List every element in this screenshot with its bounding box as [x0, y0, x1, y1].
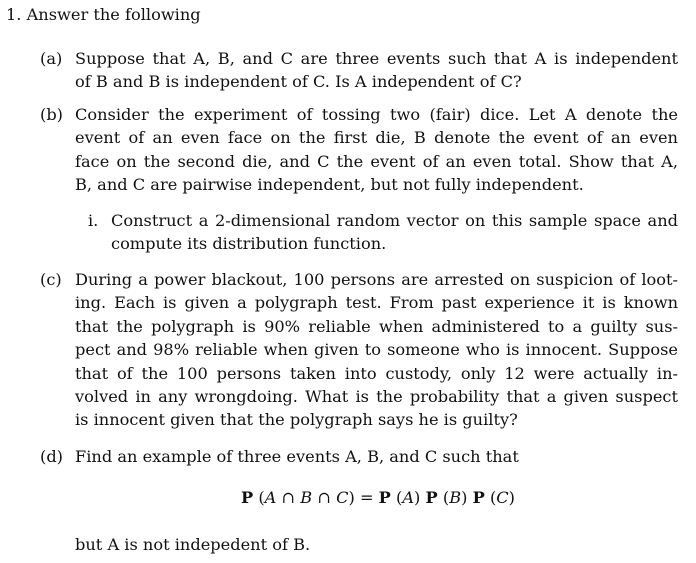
part-c-line: ing. Each is given a polygraph test. From past experience it is known [75, 293, 678, 313]
part-c-line: that the polygraph is 90% reliable when administered to a guilty sus- [75, 316, 678, 336]
part-a-line: Suppose that A, B, and C are three events such that A is independent [75, 49, 678, 68]
part-d-text [75, 445, 678, 468]
part-c [40, 268, 678, 432]
part-c-line: volved in any wrongdoing. What is the probability that a given suspect [75, 387, 678, 407]
display-equation [0, 486, 696, 509]
part-c-line: is innocent given that the polygraph says he is guilty? [75, 410, 518, 430]
part-c-label: (c) [40, 270, 62, 289]
part-b [40, 103, 678, 197]
part-d-label: (d) [40, 447, 63, 466]
part-a [40, 47, 678, 94]
part-d-line: Find an example of three events A, B, and C such that [75, 447, 519, 466]
question-heading: 1. Answer the following [6, 5, 201, 24]
part-d-closing-text: but A is not indepedent of B. [75, 535, 311, 554]
equation-rhs: P (A) P (B) P (C) [378, 488, 515, 507]
part-b-line: B, and C are pairwise independent, but not fully independent. [75, 175, 584, 195]
part-b-line: event of an even face on the first die, B denote the event of an even [75, 128, 678, 148]
part-c-line: pect and 98% reliable when given to someone who is innocent. Suppose [75, 340, 678, 360]
subpart-i-line: compute its distribution function. [111, 234, 387, 254]
part-b-label: (b) [40, 105, 63, 124]
part-a-line: of B and B is independent of C. Is A independent of C? [75, 72, 522, 92]
part-c-line: During a power blackout, 100 persons are arrested on suspicion of loot- [75, 270, 678, 289]
part-b-subpart-i [88, 209, 678, 256]
part-b-line: face on the second die, and C the event of an even total. Show that A, [75, 151, 678, 171]
part-c-text [75, 268, 678, 432]
part-b-line: Consider the experiment of tossing two (fair) dice. Let A denote the [75, 105, 678, 124]
part-b-text [75, 103, 678, 197]
equation-equals: = [359, 488, 374, 507]
subpart-i-text [111, 209, 678, 256]
part-a-label: (a) [40, 49, 63, 68]
subpart-i-label: i. [88, 211, 99, 230]
equation-lhs: P (A ∩ B ∩ C) [241, 488, 355, 507]
part-a-text [75, 47, 678, 94]
subpart-i-line: Construct a 2-dimensional random vector on this sample space and [111, 211, 678, 230]
part-d [40, 445, 678, 468]
part-c-line: that of the 100 persons taken into custody, only 12 were actually in- [75, 363, 678, 383]
